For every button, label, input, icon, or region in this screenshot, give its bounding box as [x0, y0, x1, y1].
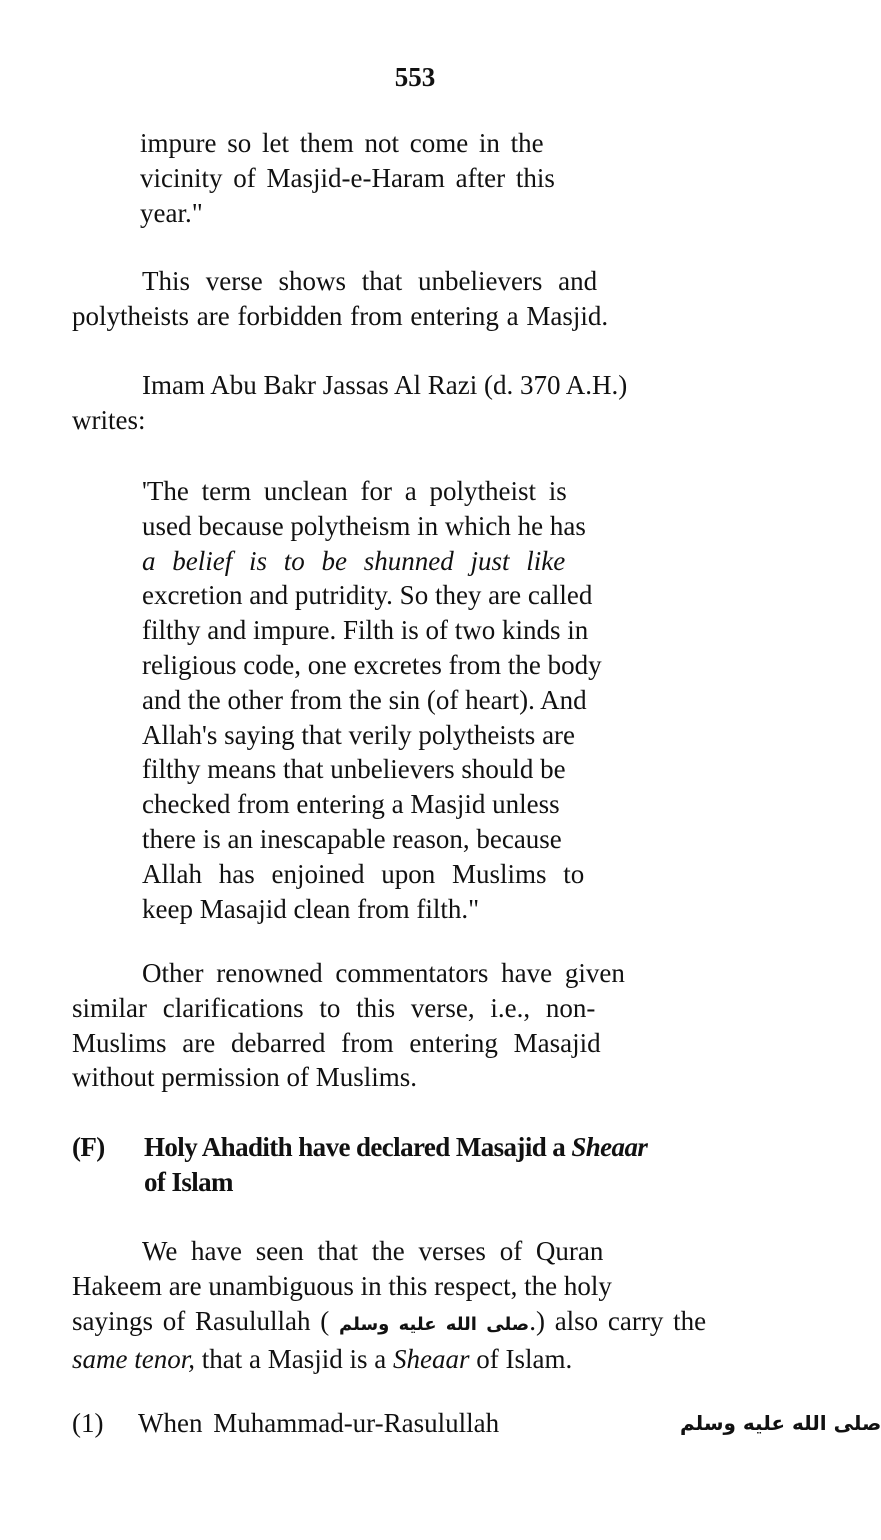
paragraph-other-commentators: [72, 956, 772, 1095]
paragraph-we-have-seen: [72, 1234, 772, 1377]
text-line: writes:: [72, 404, 146, 435]
text-line: checked from entering a Masjid unless: [142, 789, 560, 820]
text-line: impure so let them not come in the: [140, 128, 544, 158]
section-number: (F): [72, 1132, 105, 1162]
text-line: religious code, one excretes from the body: [142, 649, 602, 680]
list-item-number: (1): [72, 1408, 104, 1438]
section-title-italic: Sheaar: [571, 1132, 648, 1162]
text-line: polytheists are forbidden from entering a Masjid.: [72, 300, 609, 331]
text-line: keep Masajid clean from filth.": [142, 893, 480, 924]
salutation-text: صلى الله عليه وسلم: [338, 1313, 530, 1335]
text-line: We have seen that the verses of Quran: [142, 1236, 604, 1266]
text-line: Imam Abu Bakr Jassas Al Razi (d. 370 A.H.): [142, 370, 628, 400]
list-item-1: [72, 1406, 881, 1442]
text-line: Hakeem are unambiguous in this respect, the holy: [72, 1270, 612, 1301]
text-line: used because polytheism in which he has: [142, 510, 586, 541]
text-fragment: .) also carry the: [529, 1305, 707, 1336]
text-fragment: that a Masjid is a: [195, 1344, 393, 1375]
text-line: vicinity of Masjid-e-Haram after this: [140, 162, 555, 193]
text-line: excretion and putridity. So they are called: [142, 580, 593, 611]
salutation-text: صلى الله عليه وسلم: [680, 1411, 881, 1435]
section-heading-f: [72, 1130, 772, 1202]
text-fragment: sayings of Rasulullah (: [72, 1305, 339, 1336]
text-line: and the other from the sin (of heart). And: [142, 684, 587, 715]
list-item-text: When Muhammad-ur-Rasulullah: [138, 1408, 500, 1438]
text-line: This verse shows that unbelievers and: [142, 266, 598, 296]
quote-continuation: [140, 126, 724, 230]
text-line: Allah's saying that verily polytheists are: [142, 719, 576, 750]
text-line: 'The term unclean for a polytheist is: [142, 476, 567, 506]
text-line: similar clarifications to this verse, i.e., non-: [72, 992, 596, 1023]
text-line: there is an inescapable reason, because: [142, 823, 562, 854]
section-title-text: Holy Ahadith have declared Masajid a: [144, 1132, 572, 1162]
text-line: Allah has enjoined upon Muslims to: [142, 858, 585, 889]
section-title: [144, 1130, 844, 1200]
text-line: Muslims are debarred from entering Masajid: [72, 1027, 601, 1058]
italic-text: Sheaar: [392, 1344, 470, 1375]
italic-text: same tenor,: [72, 1344, 195, 1375]
text-line: [72, 1342, 772, 1377]
text-line: [72, 1304, 772, 1343]
text-line: a belief is to be shunned just like: [142, 545, 566, 576]
text-line: without permission of Muslims.: [72, 1062, 418, 1093]
paragraph-verse-shows: [72, 264, 762, 334]
text-line: Other renowned commentators have given: [142, 958, 625, 988]
block-quote: [142, 474, 702, 926]
text-line: filthy and impure. Filth is of two kinds in: [142, 615, 589, 646]
text-fragment: of Islam.: [469, 1344, 573, 1375]
page-number: 553: [394, 62, 436, 92]
section-title-line2: of Islam: [144, 1167, 233, 1197]
paragraph-imam-writes: [72, 368, 772, 438]
text-line: filthy means that unbelievers should be: [142, 754, 566, 785]
text-line: year.": [140, 197, 203, 228]
